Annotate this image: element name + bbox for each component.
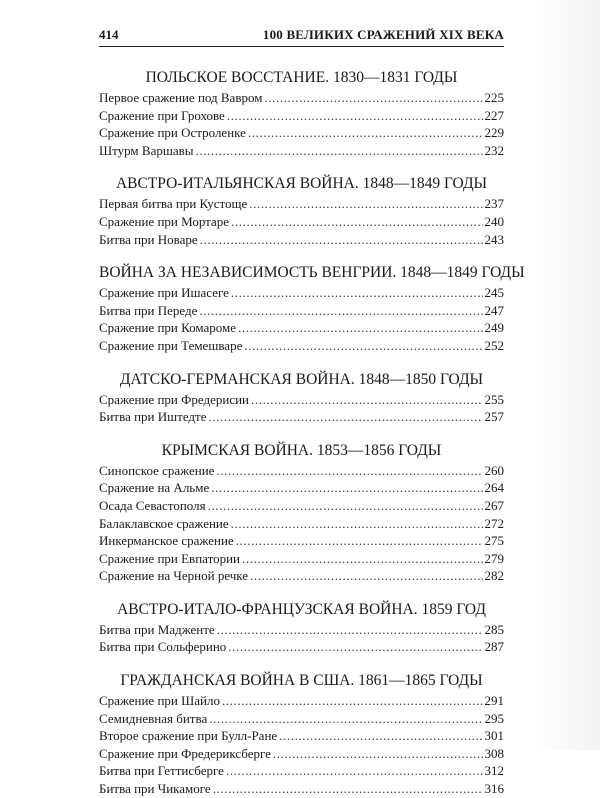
toc-entry xyxy=(99,231,504,249)
entry-page-number: 275 xyxy=(484,533,504,549)
dot-leader xyxy=(209,710,482,728)
header-rule xyxy=(99,46,504,47)
entry-title: Битва при Новаре xyxy=(99,231,198,247)
dot-leader xyxy=(228,638,482,656)
dot-leader xyxy=(213,780,483,798)
section-title: ПОЛЬСКОЕ ВОССТАНИЕ. 1830—1831 ГОДЫ xyxy=(145,69,458,86)
dot-leader xyxy=(248,124,483,142)
entry-page-number: 279 xyxy=(484,550,504,566)
entry-page-number: 285 xyxy=(484,621,504,637)
toc-section xyxy=(99,173,504,248)
entry-title: Сражение на Черной речке xyxy=(99,568,249,584)
toc-entry xyxy=(99,107,504,125)
entry-title: Сражение при Евпатории xyxy=(99,550,241,566)
entry-page-number: 229 xyxy=(484,125,504,141)
toc-entry xyxy=(99,284,504,302)
page-number: 414 xyxy=(99,27,119,42)
entry-title: Битва при Чикамоге xyxy=(99,781,211,797)
dot-leader xyxy=(208,497,483,515)
entry-page-number: 237 xyxy=(484,196,504,212)
entry-title: Сражение при Остроленке xyxy=(99,125,246,141)
toc-entry xyxy=(99,319,504,337)
entry-page-number: 249 xyxy=(484,320,504,336)
toc-entry xyxy=(99,142,504,160)
entry-page-number: 240 xyxy=(484,213,504,229)
toc-entry xyxy=(99,391,504,409)
entry-page-number: 255 xyxy=(484,391,504,407)
toc-section xyxy=(99,369,504,426)
entry-page-number: 257 xyxy=(484,409,504,425)
entry-title: Балаклавское сражение xyxy=(99,515,229,531)
section-title: ВОЙНА ЗА НЕЗАВИСИМОСТЬ ВЕНГРИИ. 1848—1849 ГОДЫ xyxy=(99,264,525,282)
entry-page-number: 243 xyxy=(484,231,504,247)
table-of-contents xyxy=(99,67,525,798)
toc-entry xyxy=(99,621,504,639)
toc-entry xyxy=(99,692,504,710)
toc-entry xyxy=(99,710,504,728)
dot-leader xyxy=(216,462,482,480)
entry-title: Сражение при Мортаре xyxy=(99,213,230,229)
dot-leader xyxy=(217,621,483,639)
toc-entry xyxy=(99,302,504,320)
dot-leader xyxy=(196,142,483,160)
toc-entry xyxy=(99,532,504,550)
entry-page-number: 308 xyxy=(484,745,504,761)
entry-page-number: 225 xyxy=(484,90,504,105)
dot-leader xyxy=(231,284,483,302)
entry-title: Первое сражение под Вавром xyxy=(99,90,263,105)
entry-title: Семидневная битва xyxy=(99,710,208,726)
dot-leader xyxy=(231,515,483,533)
toc-entry xyxy=(99,337,504,355)
entry-page-number: 267 xyxy=(484,497,504,513)
section-title: АВСТРО-ИТАЛЬЯНСКАЯ ВОЙНА. 1848—1849 ГОДЫ xyxy=(115,175,488,193)
entry-page-number: 291 xyxy=(484,693,504,709)
toc-entry xyxy=(99,408,504,426)
dot-leader xyxy=(222,692,483,710)
entry-title: Сражение при Фредериксберге xyxy=(99,745,271,761)
entry-page-number: 264 xyxy=(484,480,504,496)
entry-title: Сражение при Грохове xyxy=(99,107,225,123)
section-title: АВСТРО-ИТАЛО-ФРАНЦУЗСКАЯ ВОЙНА. 1859 ГОД xyxy=(117,600,486,618)
entry-page-number: 247 xyxy=(484,302,504,318)
toc-entry xyxy=(99,567,504,585)
dot-leader xyxy=(249,195,482,213)
entry-title: Сражение на Альме xyxy=(99,480,210,496)
entry-page-number: 245 xyxy=(484,285,504,301)
entry-title: Сражение при Темешваре xyxy=(99,337,243,353)
toc-section xyxy=(99,670,504,798)
entry-title: Битва при Мадженте xyxy=(99,621,215,637)
entry-page-number: 252 xyxy=(484,337,504,353)
dot-leader xyxy=(242,550,482,568)
toc-entry xyxy=(99,195,504,213)
toc-entry xyxy=(99,213,504,231)
entry-page-number: 316 xyxy=(484,781,504,797)
toc-section xyxy=(99,440,504,585)
dot-leader xyxy=(250,567,482,585)
dot-leader xyxy=(251,391,482,409)
entry-title: Сражение при Ишасеге xyxy=(99,285,229,301)
entry-page-number: 232 xyxy=(484,142,504,158)
entry-page-number: 227 xyxy=(484,107,504,123)
toc-entry xyxy=(99,638,504,656)
running-title: 100 ВЕЛИКИХ СРАЖЕНИЙ XIX ВЕКА xyxy=(262,27,504,42)
dot-leader xyxy=(227,107,483,125)
dot-leader xyxy=(238,319,482,337)
entry-page-number: 272 xyxy=(484,515,504,531)
toc-section xyxy=(99,599,504,656)
dot-leader xyxy=(199,302,482,320)
entry-title: Первая битва при Кустоще xyxy=(99,196,248,212)
toc-entry xyxy=(99,727,504,745)
entry-title: Второе сражение при Булл-Ране xyxy=(99,728,278,744)
dot-leader xyxy=(231,213,482,231)
entry-title: Битва при Геттисберге xyxy=(99,763,224,779)
toc-entry xyxy=(99,515,504,533)
entry-page-number: 260 xyxy=(484,462,504,478)
entry-title: Штурм Варшавы xyxy=(99,142,194,158)
dot-leader xyxy=(236,532,483,550)
dot-leader xyxy=(264,89,482,107)
entry-page-number: 301 xyxy=(484,728,504,744)
entry-title: Битва при Сольферино xyxy=(99,639,227,655)
dot-leader xyxy=(273,745,483,763)
dot-leader xyxy=(244,337,482,355)
running-header xyxy=(99,27,504,45)
entry-title: Битва при Иштедте xyxy=(99,409,207,425)
entry-title: Осада Севастополя xyxy=(99,497,206,513)
dot-leader xyxy=(200,231,483,249)
entry-title: Сражение при Фредерисии xyxy=(99,391,250,407)
dot-leader xyxy=(209,408,483,426)
toc-entry xyxy=(99,780,504,798)
entry-page-number: 282 xyxy=(484,568,504,584)
page-edge-shadow xyxy=(530,0,600,750)
toc-entry xyxy=(99,462,504,480)
section-title: ГРАЖДАНСКАЯ ВОЙНА В США. 1861—1865 ГОДЫ xyxy=(120,672,483,690)
entry-page-number: 312 xyxy=(484,763,504,779)
dot-leader xyxy=(279,727,482,745)
entry-title: Сражение при Комароме xyxy=(99,320,237,336)
toc-section xyxy=(99,67,504,159)
toc-entry xyxy=(99,762,504,780)
toc-entry xyxy=(99,124,504,142)
dot-leader xyxy=(226,762,483,780)
entry-title: Инкерманское сражение xyxy=(99,533,234,549)
entry-page-number: 295 xyxy=(484,710,504,726)
section-title: КРЫМСКАЯ ВОЙНА. 1853—1856 ГОДЫ xyxy=(161,441,442,459)
toc-entry xyxy=(99,479,504,497)
toc-section xyxy=(99,262,525,354)
entry-title: Синопское сражение xyxy=(99,462,215,478)
section-title: ДАТСКО-ГЕРМАНСКАЯ ВОЙНА. 1848—1850 ГОДЫ xyxy=(119,370,484,388)
entry-page-number: 287 xyxy=(484,639,504,655)
toc-entry xyxy=(99,89,504,107)
entry-title: Сражение при Шайло xyxy=(99,693,220,709)
toc-entry xyxy=(99,497,504,515)
toc-entry xyxy=(99,550,504,568)
toc-entry xyxy=(99,745,504,763)
entry-title: Битва при Переде xyxy=(99,302,198,318)
dot-leader xyxy=(211,479,482,497)
